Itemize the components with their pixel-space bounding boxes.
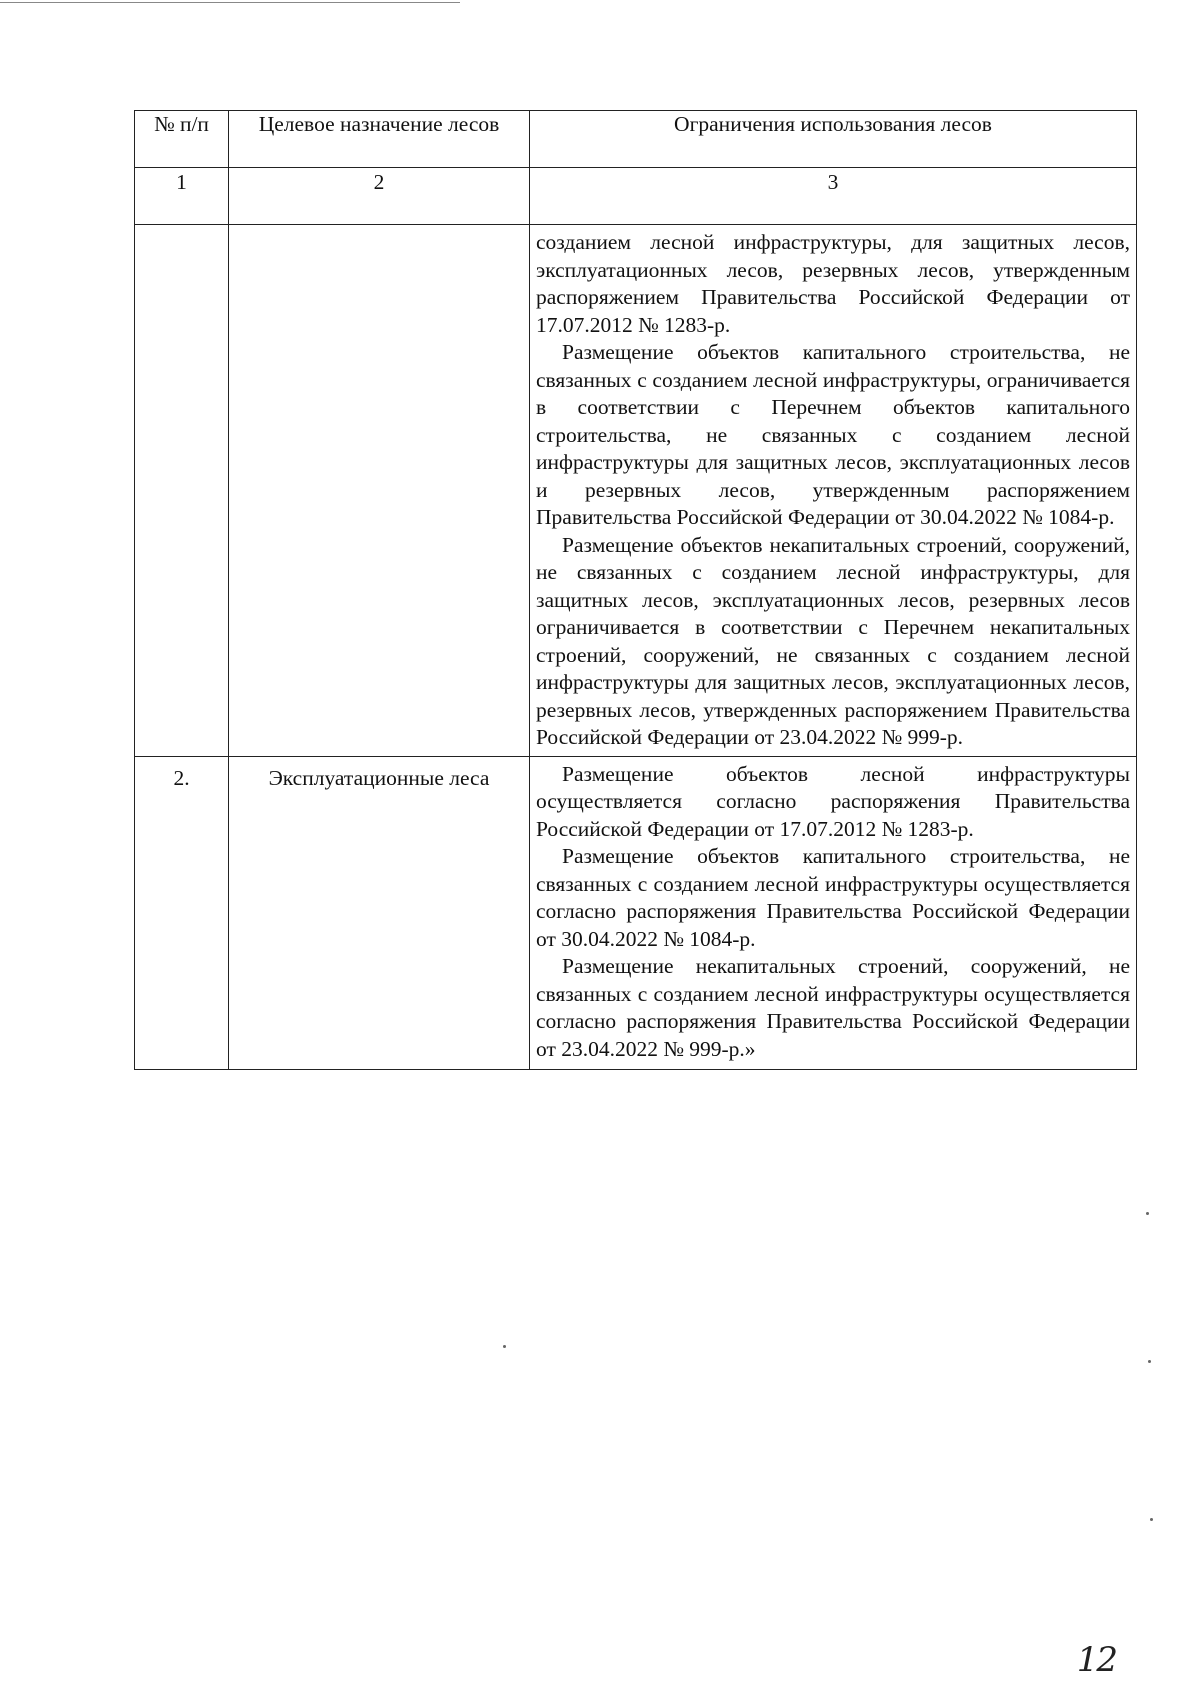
column-number-1: 1	[135, 168, 229, 225]
top-rule	[0, 2, 460, 3]
restriction-paragraph: Размещение объектов некапитальных строений, сооружений, не связанных с созданием лесной инфраструктуры, для защитных лесов, эксплуатационных лесов, резервных лесов ограничивается в соответствии с Перечнем некапитальных строений, сооружений, не связанных с созданием лесной инфраструктуры для защитных лесов, эксплуатационных лесов, резервных лесов, утвержденных распоряжением Правительства Российской Федерации от 23.04.2022 № 999-р.	[536, 532, 1130, 749]
restriction-paragraph: Размещение некапитальных строений, сооружений, не связанных с созданием лесной инфраструктуры осуществляется согласно распоряжения Правительства Российской Федерации от 23.04.2022 № 999-р.»	[536, 954, 1130, 1061]
row-purpose: Эксплуатационные леса	[229, 756, 530, 1070]
column-number-2: 2	[229, 168, 530, 225]
scan-speck	[1150, 1518, 1153, 1521]
header-row	[135, 111, 1137, 168]
restriction-paragraph: Размещение объектов лесной инфраструктуры осуществляется согласно распоряжения Правительства Российской Федерации от 17.07.2012 № 1283-р.	[536, 761, 1130, 841]
page-number: 12	[1076, 1640, 1116, 1680]
scan-speck	[1148, 1360, 1151, 1363]
table-row	[135, 756, 1137, 1070]
row-restrictions	[530, 756, 1137, 1070]
scan-speck	[1146, 1212, 1149, 1215]
row-purpose	[229, 225, 530, 757]
header-purpose: Целевое назначение лесов	[229, 111, 530, 168]
column-number-3: 3	[530, 168, 1137, 225]
row-restrictions	[530, 225, 1137, 757]
scan-speck	[503, 1345, 506, 1348]
restriction-paragraph: созданием лесной инфраструктуры, для защитных лесов, эксплуатационных лесов, резервных лесов, утвержденным распоряжением Правительства Российской Федерации от 17.07.2012 № 1283-р.	[536, 230, 1130, 337]
column-number-row	[135, 168, 1137, 225]
row-number: 2.	[135, 756, 229, 1070]
header-num: № п/п	[135, 111, 229, 168]
forest-restrictions-table	[134, 110, 1137, 1070]
restriction-paragraph: Размещение объектов капитального строительства, не связанных с созданием лесной инфраструктуры, ограничивается в соответствии с Перечнем объектов капитального строительства, не связанных с созданием лесной инфраструктуры для защитных лесов, эксплуатационных лесов и резервных лесов, утвержденным распоряжением Правительства Российской Федерации от 30.04.2022 № 1084-р.	[536, 340, 1130, 529]
restriction-paragraph: Размещение объектов капитального строительства, не связанных с созданием лесной инфраструктуры осуществляется согласно распоряжения Правительства Российской Федерации от 30.04.2022 № 1084-р.	[536, 844, 1130, 951]
row-number	[135, 225, 229, 757]
header-restrictions: Ограничения использования лесов	[530, 111, 1137, 168]
table-row	[135, 225, 1137, 757]
